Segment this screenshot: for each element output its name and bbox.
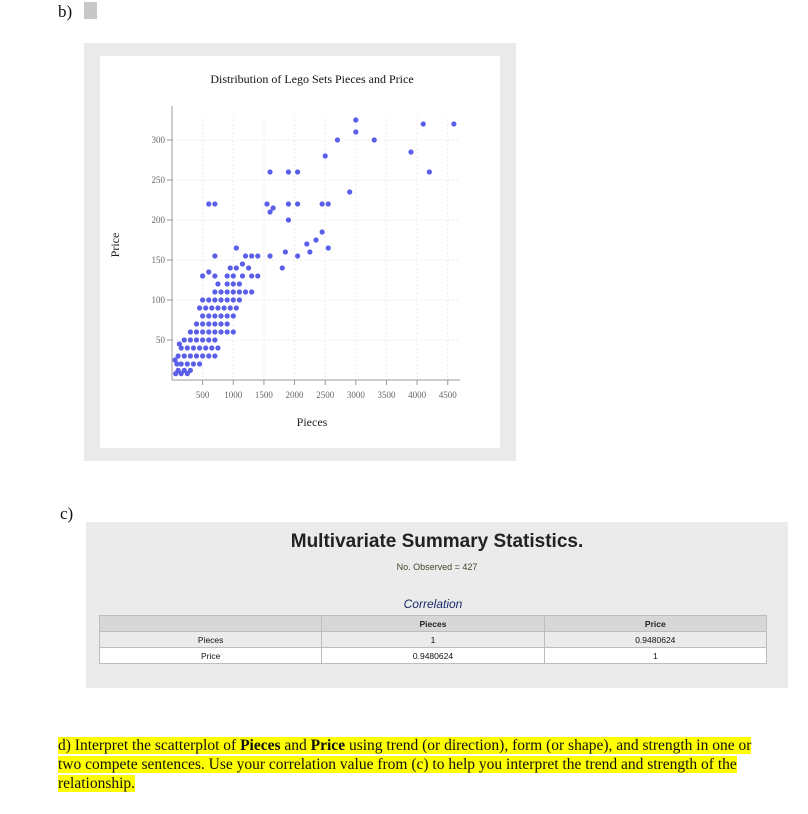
data-point — [313, 237, 318, 242]
data-point — [200, 353, 205, 358]
data-point — [231, 313, 236, 318]
data-point — [225, 297, 230, 302]
x-tick-label: 4000 — [408, 390, 427, 400]
data-point — [295, 201, 300, 206]
y-axis-label: Price — [108, 232, 122, 258]
question-rest: using trend (or direction), form (or shape), and strength in one or two compete sentences. Use your correlation value from (c) to help you interpret the trend and strength of the relationship. — [58, 737, 752, 792]
data-point — [234, 245, 239, 250]
data-point — [323, 153, 328, 158]
data-point — [212, 321, 217, 326]
data-point — [225, 281, 230, 286]
data-point — [283, 249, 288, 254]
data-point — [191, 345, 196, 350]
part-c-label: c) — [60, 504, 74, 523]
data-point — [200, 273, 205, 278]
data-point — [218, 313, 223, 318]
y-tick-label: 150 — [151, 255, 165, 265]
data-point — [185, 345, 190, 350]
data-point — [237, 289, 242, 294]
data-point — [267, 209, 272, 214]
data-point — [215, 281, 220, 286]
x-tick-label: 2500 — [316, 390, 335, 400]
correlation-caption: Correlation — [403, 597, 463, 611]
data-point — [240, 273, 245, 278]
data-point — [286, 217, 291, 222]
data-point — [215, 305, 220, 310]
data-point — [231, 329, 236, 334]
stats-title: Multivariate Summary Statistics. — [290, 531, 584, 552]
header-pieces: Pieces — [322, 616, 544, 632]
data-point — [347, 189, 352, 194]
row-label: Pieces — [100, 632, 322, 648]
correlation-table — [99, 615, 767, 664]
y-tick-label: 250 — [151, 175, 165, 185]
data-point — [197, 305, 202, 310]
data-point — [200, 321, 205, 326]
data-point — [200, 313, 205, 318]
table-row — [100, 632, 767, 648]
data-point — [212, 297, 217, 302]
table-cell: 0.9480624 — [544, 632, 766, 648]
data-point — [234, 265, 239, 270]
data-point — [215, 345, 220, 350]
data-point — [237, 281, 242, 286]
table-cell: 1 — [544, 648, 766, 664]
question-bold-pieces: Pieces — [240, 737, 281, 754]
x-axis-label: Pieces — [296, 415, 328, 429]
data-point — [326, 245, 331, 250]
data-point — [200, 329, 205, 334]
data-point — [320, 229, 325, 234]
y-tick-label: 200 — [151, 215, 165, 225]
data-point — [185, 371, 190, 376]
data-point — [231, 281, 236, 286]
data-point — [326, 201, 331, 206]
data-point — [191, 361, 196, 366]
header-price: Price — [544, 616, 766, 632]
data-point — [451, 121, 456, 126]
data-point — [228, 265, 233, 270]
data-point — [408, 149, 413, 154]
data-point — [286, 169, 291, 174]
data-point — [197, 361, 202, 366]
data-point — [179, 371, 184, 376]
data-point — [188, 353, 193, 358]
data-point — [206, 353, 211, 358]
chart-title: Distribution of Lego Sets Pieces and Price — [210, 72, 414, 86]
data-point — [212, 337, 217, 342]
question-prefix: d) Interpret the scatterplot of — [58, 737, 241, 754]
scatter-svg — [100, 56, 500, 448]
data-point — [255, 253, 260, 258]
data-point — [206, 201, 211, 206]
data-point — [218, 289, 223, 294]
data-point — [267, 253, 272, 258]
question-bold-price: Price — [310, 737, 346, 754]
data-point — [206, 329, 211, 334]
data-point — [206, 321, 211, 326]
data-point — [200, 297, 205, 302]
data-point — [182, 353, 187, 358]
data-point — [237, 297, 242, 302]
data-point — [249, 253, 254, 258]
data-point — [225, 289, 230, 294]
data-point — [218, 321, 223, 326]
data-point — [203, 345, 208, 350]
data-point — [212, 353, 217, 358]
data-point — [295, 253, 300, 258]
data-point — [188, 337, 193, 342]
data-point — [427, 169, 432, 174]
data-point — [225, 329, 230, 334]
part-b-label: b) — [58, 2, 73, 21]
x-tick-label: 500 — [195, 390, 210, 400]
y-tick-label: 50 — [156, 335, 165, 345]
gray-marker — [84, 2, 97, 19]
data-point — [182, 337, 187, 342]
data-point — [212, 273, 217, 278]
summary-statistics-panel — [86, 522, 788, 688]
x-tick-label: 3500 — [377, 390, 396, 400]
data-point — [173, 371, 178, 376]
row-label: Price — [100, 648, 322, 664]
data-point — [243, 253, 248, 258]
data-point — [194, 353, 199, 358]
data-point — [225, 321, 230, 326]
data-point — [372, 137, 377, 142]
data-point — [228, 305, 233, 310]
data-point — [286, 201, 291, 206]
y-tick-label: 100 — [151, 295, 165, 305]
data-point — [304, 241, 309, 246]
observed-count: No. Observed = 427 — [396, 562, 478, 572]
data-point — [353, 129, 358, 134]
data-point — [212, 201, 217, 206]
data-point — [255, 273, 260, 278]
data-point — [212, 253, 217, 258]
data-points — [172, 117, 456, 376]
x-tick-label: 2000 — [285, 390, 304, 400]
data-point — [280, 265, 285, 270]
data-point — [218, 329, 223, 334]
data-point — [225, 273, 230, 278]
data-point — [203, 305, 208, 310]
data-point — [353, 117, 358, 122]
data-point — [335, 137, 340, 142]
data-point — [221, 305, 226, 310]
data-point — [234, 305, 239, 310]
data-point — [231, 289, 236, 294]
x-tick-label: 4500 — [438, 390, 457, 400]
table-cell: 0.9480624 — [322, 648, 544, 664]
x-tick-label: 3000 — [346, 390, 365, 400]
header-blank — [100, 616, 322, 632]
data-point — [267, 169, 272, 174]
x-tick-label: 1000 — [224, 390, 243, 400]
data-point — [194, 321, 199, 326]
data-point — [421, 121, 426, 126]
data-point — [295, 169, 300, 174]
table-cell: 1 — [322, 632, 544, 648]
data-point — [206, 297, 211, 302]
data-point — [264, 201, 269, 206]
x-tick-label: 1500 — [254, 390, 273, 400]
data-point — [177, 341, 182, 346]
data-point — [307, 249, 312, 254]
data-point — [249, 273, 254, 278]
data-point — [209, 305, 214, 310]
data-point — [209, 345, 214, 350]
data-point — [200, 337, 205, 342]
data-point — [185, 361, 190, 366]
data-point — [206, 313, 211, 318]
data-point — [206, 337, 211, 342]
data-point — [194, 337, 199, 342]
question-mid: and — [280, 737, 311, 754]
data-point — [246, 265, 251, 270]
question-d — [58, 736, 758, 793]
y-tick-label: 300 — [151, 135, 165, 145]
scatter-chart — [100, 56, 500, 448]
data-point — [188, 329, 193, 334]
data-point — [240, 261, 245, 266]
data-point — [212, 289, 217, 294]
data-point — [212, 313, 217, 318]
data-point — [249, 289, 254, 294]
data-point — [194, 329, 199, 334]
data-point — [218, 297, 223, 302]
data-point — [172, 357, 177, 362]
data-point — [231, 297, 236, 302]
data-point — [197, 345, 202, 350]
data-point — [206, 269, 211, 274]
data-point — [179, 361, 184, 366]
data-point — [243, 289, 248, 294]
data-point — [320, 201, 325, 206]
data-point — [231, 273, 236, 278]
data-point — [225, 313, 230, 318]
data-point — [212, 329, 217, 334]
table-header-row — [100, 616, 767, 632]
table-row — [100, 648, 767, 664]
